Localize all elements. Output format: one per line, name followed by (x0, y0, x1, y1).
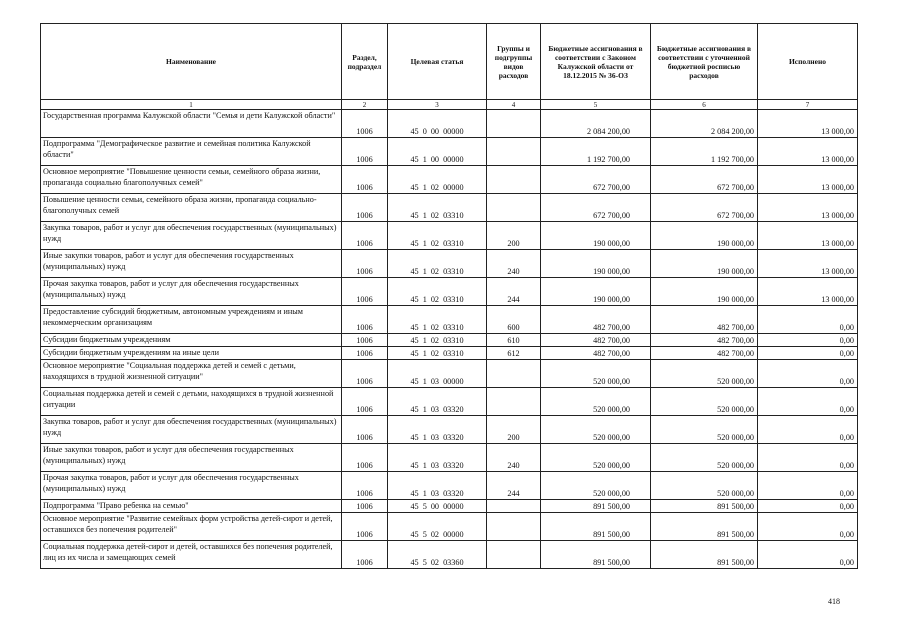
table-row (41, 222, 858, 250)
row-section: 1006 (342, 166, 388, 194)
row-executed: 13 000,00 (758, 222, 858, 250)
column-number: 2 (342, 100, 388, 110)
row-refined-allocation: 1 192 700,00 (651, 138, 758, 166)
row-target-article: 45 1 03 03320 (388, 444, 487, 472)
row-expense-group: 244 (487, 472, 541, 500)
row-executed: 13 000,00 (758, 110, 858, 138)
row-law-allocation: 1 192 700,00 (541, 138, 651, 166)
table-row (41, 306, 858, 334)
row-refined-allocation: 520 000,00 (651, 360, 758, 388)
row-law-allocation: 482 700,00 (541, 306, 651, 334)
row-expense-group (487, 138, 541, 166)
row-name: Закупка товаров, работ и услуг для обеспечения государственных (муниципальных) нужд (41, 416, 342, 444)
table-body (41, 110, 858, 569)
row-executed: 0,00 (758, 416, 858, 444)
column-number: 7 (758, 100, 858, 110)
table-row (41, 388, 858, 416)
row-refined-allocation: 520 000,00 (651, 472, 758, 500)
row-name: Социальная поддержка детей и семей с детьми, находящихся в трудной жизненной ситуации (41, 388, 342, 416)
row-law-allocation: 482 700,00 (541, 347, 651, 360)
row-name: Повышение ценности семьи, семейного образа жизни, пропаганда социально-благополучных семей (41, 194, 342, 222)
row-refined-allocation: 482 700,00 (651, 347, 758, 360)
row-law-allocation: 520 000,00 (541, 444, 651, 472)
table-header (41, 24, 858, 110)
row-executed: 0,00 (758, 472, 858, 500)
row-law-allocation: 190 000,00 (541, 278, 651, 306)
row-section: 1006 (342, 444, 388, 472)
row-refined-allocation: 190 000,00 (651, 222, 758, 250)
row-expense-group (487, 541, 541, 569)
row-name: Субсидии бюджетным учреждениям на иные цели (41, 347, 342, 360)
row-section: 1006 (342, 306, 388, 334)
table-row (41, 194, 858, 222)
row-refined-allocation: 672 700,00 (651, 194, 758, 222)
row-executed: 0,00 (758, 347, 858, 360)
row-expense-group: 200 (487, 416, 541, 444)
row-name: Закупка товаров, работ и услуг для обеспечения государственных (муниципальных) нужд (41, 222, 342, 250)
row-target-article: 45 5 02 00000 (388, 513, 487, 541)
row-section: 1006 (342, 472, 388, 500)
row-refined-allocation: 891 500,00 (651, 513, 758, 541)
row-executed: 13 000,00 (758, 138, 858, 166)
row-refined-allocation: 520 000,00 (651, 388, 758, 416)
table-row (41, 513, 858, 541)
row-refined-allocation: 482 700,00 (651, 334, 758, 347)
table-row (41, 278, 858, 306)
row-expense-group (487, 360, 541, 388)
header-target: Целевая статья (388, 24, 487, 100)
table-row (41, 416, 858, 444)
row-expense-group: 600 (487, 306, 541, 334)
column-number: 3 (388, 100, 487, 110)
row-refined-allocation: 891 500,00 (651, 500, 758, 513)
row-name: Предоставление субсидий бюджетным, автономным учреждениям и иным некоммерческим организациям (41, 306, 342, 334)
row-law-allocation: 2 084 200,00 (541, 110, 651, 138)
row-law-allocation: 520 000,00 (541, 360, 651, 388)
column-number: 6 (651, 100, 758, 110)
row-target-article: 45 1 03 03320 (388, 388, 487, 416)
column-number: 4 (487, 100, 541, 110)
row-target-article: 45 1 02 03310 (388, 334, 487, 347)
row-target-article: 45 1 02 03310 (388, 278, 487, 306)
row-target-article: 45 1 03 03320 (388, 472, 487, 500)
row-law-allocation: 482 700,00 (541, 334, 651, 347)
row-law-allocation: 672 700,00 (541, 194, 651, 222)
row-executed: 13 000,00 (758, 194, 858, 222)
row-refined-allocation: 482 700,00 (651, 306, 758, 334)
budget-table (40, 23, 858, 569)
row-name: Подпрограмма "Демографическое развитие и семейная политика Калужской области" (41, 138, 342, 166)
row-target-article: 45 5 00 00000 (388, 500, 487, 513)
row-law-allocation: 190 000,00 (541, 250, 651, 278)
row-target-article: 45 1 02 03310 (388, 306, 487, 334)
row-executed: 0,00 (758, 388, 858, 416)
row-name: Социальная поддержка детей-сирот и детей, оставшихся без попечения родителей, лиц из их числа и замещающих семей (41, 541, 342, 569)
row-law-allocation: 520 000,00 (541, 388, 651, 416)
row-section: 1006 (342, 250, 388, 278)
table-row (41, 110, 858, 138)
header-groups: Группы и подгруппы видов расходов (487, 24, 541, 100)
column-number: 5 (541, 100, 651, 110)
table-row (41, 444, 858, 472)
row-target-article: 45 1 02 03310 (388, 194, 487, 222)
row-name: Иные закупки товаров, работ и услуг для обеспечения государственных (муниципальных) нужд (41, 444, 342, 472)
header-law-allocations: Бюджетные ассигнования в соответствии с Законом Калужской области от 18.12.2015 № 36-ОЗ (541, 24, 651, 100)
row-name: Основное мероприятие "Социальная поддержка детей и семей с детьми, находящихся в трудной жизненной ситуации" (41, 360, 342, 388)
row-target-article: 45 0 00 00000 (388, 110, 487, 138)
row-law-allocation: 891 500,00 (541, 541, 651, 569)
header-executed: Исполнено (758, 24, 858, 100)
row-target-article: 45 1 02 03310 (388, 222, 487, 250)
row-expense-group (487, 513, 541, 541)
row-section: 1006 (342, 222, 388, 250)
header-refined-allocations: Бюджетные ассигнования в соответствии с уточненной бюджетной росписью расходов (651, 24, 758, 100)
row-name: Субсидии бюджетным учреждениям (41, 334, 342, 347)
row-expense-group: 610 (487, 334, 541, 347)
row-refined-allocation: 2 084 200,00 (651, 110, 758, 138)
row-section: 1006 (342, 278, 388, 306)
row-refined-allocation: 190 000,00 (651, 278, 758, 306)
table-row (41, 347, 858, 360)
row-refined-allocation: 520 000,00 (651, 416, 758, 444)
row-section: 1006 (342, 194, 388, 222)
row-executed: 0,00 (758, 306, 858, 334)
row-target-article: 45 1 03 03320 (388, 416, 487, 444)
row-law-allocation: 520 000,00 (541, 416, 651, 444)
row-executed: 0,00 (758, 541, 858, 569)
row-name: Прочая закупка товаров, работ и услуг для обеспечения государственных (муниципальных) нужд (41, 278, 342, 306)
row-refined-allocation: 520 000,00 (651, 444, 758, 472)
row-expense-group (487, 194, 541, 222)
row-target-article: 45 1 00 00000 (388, 138, 487, 166)
row-target-article: 45 1 03 00000 (388, 360, 487, 388)
row-section: 1006 (342, 347, 388, 360)
row-law-allocation: 190 000,00 (541, 222, 651, 250)
row-name: Основное мероприятие "Развитие семейных форм устройства детей-сирот и детей, оставшихся без попечения родителей" (41, 513, 342, 541)
row-executed: 13 000,00 (758, 278, 858, 306)
row-expense-group: 612 (487, 347, 541, 360)
row-section: 1006 (342, 138, 388, 166)
table-row (41, 250, 858, 278)
row-expense-group (487, 500, 541, 513)
row-refined-allocation: 672 700,00 (651, 166, 758, 194)
row-expense-group: 200 (487, 222, 541, 250)
row-law-allocation: 891 500,00 (541, 500, 651, 513)
row-refined-allocation: 891 500,00 (651, 541, 758, 569)
row-expense-group (487, 166, 541, 194)
row-executed: 0,00 (758, 334, 858, 347)
table-row (41, 541, 858, 569)
page-number: 418 (828, 597, 840, 606)
row-law-allocation: 672 700,00 (541, 166, 651, 194)
row-executed: 0,00 (758, 444, 858, 472)
row-name: Иные закупки товаров, работ и услуг для обеспечения государственных (муниципальных) нужд (41, 250, 342, 278)
row-law-allocation: 520 000,00 (541, 472, 651, 500)
table-row (41, 500, 858, 513)
header-section: Раздел, подраздел (342, 24, 388, 100)
column-number: 1 (41, 100, 342, 110)
row-name: Основное мероприятие "Повышение ценности семьи, семейного образа жизни, пропаганда социально благополучных семей" (41, 166, 342, 194)
row-section: 1006 (342, 541, 388, 569)
row-executed: 0,00 (758, 500, 858, 513)
row-section: 1006 (342, 110, 388, 138)
row-executed: 13 000,00 (758, 250, 858, 278)
row-section: 1006 (342, 500, 388, 513)
row-refined-allocation: 190 000,00 (651, 250, 758, 278)
table-row (41, 138, 858, 166)
row-expense-group (487, 110, 541, 138)
row-section: 1006 (342, 416, 388, 444)
row-target-article: 45 1 02 03310 (388, 250, 487, 278)
row-executed: 13 000,00 (758, 166, 858, 194)
row-executed: 0,00 (758, 513, 858, 541)
row-expense-group (487, 388, 541, 416)
row-expense-group: 240 (487, 250, 541, 278)
header-name: Наименование (41, 24, 342, 100)
table-row (41, 334, 858, 347)
row-name: Подпрограмма "Право ребенка на семью" (41, 500, 342, 513)
row-target-article: 45 1 02 03310 (388, 347, 487, 360)
row-expense-group: 244 (487, 278, 541, 306)
row-section: 1006 (342, 388, 388, 416)
row-section: 1006 (342, 334, 388, 347)
row-target-article: 45 1 02 00000 (388, 166, 487, 194)
table-row (41, 472, 858, 500)
table-row (41, 166, 858, 194)
row-name: Государственная программа Калужской области "Семья и дети Калужской области" (41, 110, 342, 138)
row-section: 1006 (342, 360, 388, 388)
row-name: Прочая закупка товаров, работ и услуг для обеспечения государственных (муниципальных) нужд (41, 472, 342, 500)
row-law-allocation: 891 500,00 (541, 513, 651, 541)
row-section: 1006 (342, 513, 388, 541)
row-target-article: 45 5 02 03360 (388, 541, 487, 569)
table-row (41, 360, 858, 388)
row-executed: 0,00 (758, 360, 858, 388)
row-expense-group: 240 (487, 444, 541, 472)
